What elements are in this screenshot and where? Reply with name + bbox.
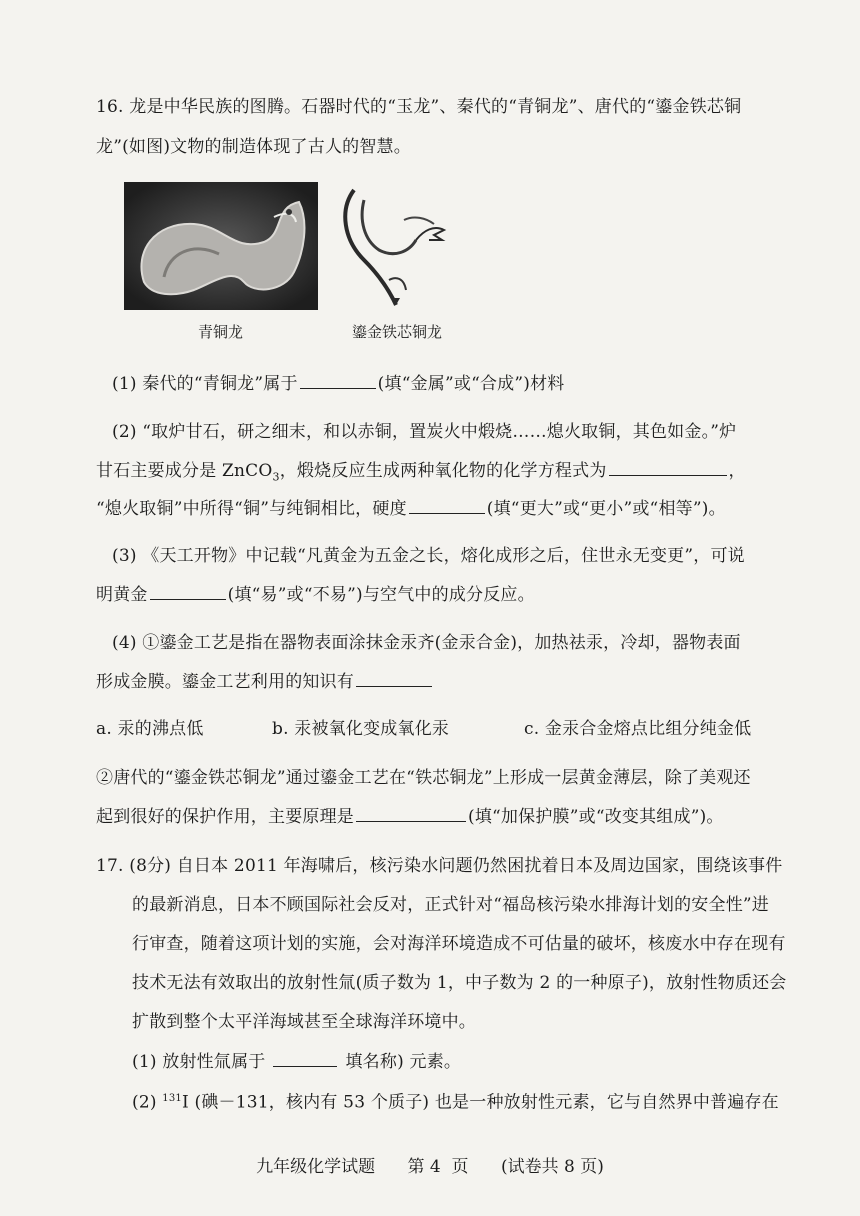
q16-part3-line1: (3) 《天工开物》中记载“凡黄金为五金之长，熔化成形之后，住世永无变更”，可说	[112, 546, 745, 566]
q16-part3-blank[interactable]	[150, 583, 226, 600]
option-b: b. 汞被氧化变成氧化汞	[272, 719, 450, 739]
option-a: a. 汞的沸点低	[96, 719, 204, 739]
q16-intro-line2: 龙”(如图)文物的制造体现了古人的智慧。	[96, 137, 411, 157]
q17-part1-blank[interactable]	[273, 1050, 337, 1067]
q17-line2: 的最新消息，日本不顾国际社会反对，正式针对“福岛核污染水排海计划的安全性”进	[132, 895, 769, 915]
footer-total: (试卷共 8 页)	[501, 1157, 604, 1177]
q16-part4-line1: (4) ①鎏金工艺是指在器物表面涂抹金汞齐(金汞合金)，加热祛汞，冷却，器物表面	[112, 633, 741, 653]
q16-part4-text: 形成金膜。鎏金工艺利用的知识有	[96, 672, 354, 692]
q16-intro-line1: 16. 龙是中华民族的图腾。石器时代的“玉龙”、秦代的“青铜龙”、唐代的“鎏金铁芯铜	[96, 97, 742, 117]
q16-part2-text-d: “熄火取铜”中所得“铜”与纯铜相比，硬度	[96, 499, 407, 519]
q16-part3-line2	[96, 583, 535, 606]
q17-part2-superscript: 131	[162, 1093, 182, 1104]
q16-part4-2-blank[interactable]	[356, 805, 466, 822]
q16-part3-text-a: 明黄金	[96, 585, 148, 605]
q17-part1	[132, 1050, 461, 1073]
q17-line1: 17. (8分) 自日本 2011 年海啸后，核污染水问题仍然困扰着日本及周边国家，围绕该事件	[96, 856, 783, 876]
q16-part1-text-b: (填“金属”或“合成”)材料	[377, 374, 565, 394]
q16-part4-blank[interactable]	[356, 670, 432, 687]
q16-part4-2-line1: ②唐代的“鎏金铁芯铜龙”通过鎏金工艺在“铁芯铜龙”上形成一层黄金薄层，除了美观还	[96, 768, 751, 788]
q16-part2-text-b: ，煅烧反应生成两种氧化物的化学方程式为	[279, 461, 607, 481]
bronze-dragon-image	[124, 182, 318, 310]
caption-gilded-dragon: 鎏金铁芯铜龙	[352, 323, 443, 341]
q16-part2-hardness-blank[interactable]	[409, 497, 485, 514]
q16-part4-2-line2	[96, 805, 724, 828]
q16-part4-line2	[96, 670, 434, 693]
option-c: c. 金汞合金熔点比组分纯金低	[524, 719, 752, 739]
q17-line4: 技术无法有效取出的放射性氚(质子数为 1，中子数为 2 的一种原子)，放射性物质还会	[132, 973, 787, 993]
q16-part2-line2	[96, 459, 746, 488]
q16-part3-text-b: (填“易”或“不易”)与空气中的成分反应。	[227, 585, 535, 605]
q16-part2-line3	[96, 497, 726, 520]
q16-part1-text-a: (1) 秦代的“青铜龙”属于	[112, 374, 298, 394]
q16-part2-text-c: ，	[728, 461, 746, 481]
q17-line3: 行审查，随着这项计划的实施，会对海洋环境造成不可估量的破坏，核废水中存在现有	[132, 934, 786, 954]
q16-part1-blank[interactable]	[300, 372, 376, 389]
q16-part2-subscript: 3	[272, 470, 280, 484]
q17-part1-text-b: 填名称) 元素。	[345, 1052, 462, 1072]
q16-part2-text-e: (填“更大”或“更小”或“相等”)。	[486, 499, 726, 519]
page-footer	[0, 1152, 860, 1177]
q16-part2-line1: (2) “取炉甘石，研之细末，和以赤铜，置炭火中煅烧……熄火取铜，其色如金。”炉	[112, 422, 737, 442]
caption-bronze-dragon: 青铜龙	[198, 323, 244, 341]
q16-part2-equation-blank[interactable]	[609, 459, 727, 476]
q16-part4-2-text-b: (填“加保护膜”或“改变其组成”)。	[468, 807, 724, 827]
footer-subject: 九年级化学试题	[256, 1157, 376, 1177]
q17-part1-text-a: (1) 放射性氚属于	[132, 1052, 266, 1072]
q17-part2-text: I (碘－131，核内有 53 个质子) 也是一种放射性元素，它与自然界中普遍存在	[181, 1092, 779, 1113]
q17-part2-prefix: (2)	[132, 1092, 163, 1113]
footer-page: 第 4 页	[407, 1157, 469, 1177]
q17-part2	[132, 1088, 779, 1114]
q17-line5: 扩散到整个太平洋海域甚至全球海洋环境中。	[132, 1012, 476, 1032]
q16-part1	[112, 372, 565, 395]
q16-part4-2-text-a: 起到很好的保护作用，主要原理是	[96, 807, 354, 827]
q16-part2-text-a: 甘石主要成分是 ZnCO	[96, 461, 273, 481]
gilded-dragon-image	[334, 180, 452, 312]
